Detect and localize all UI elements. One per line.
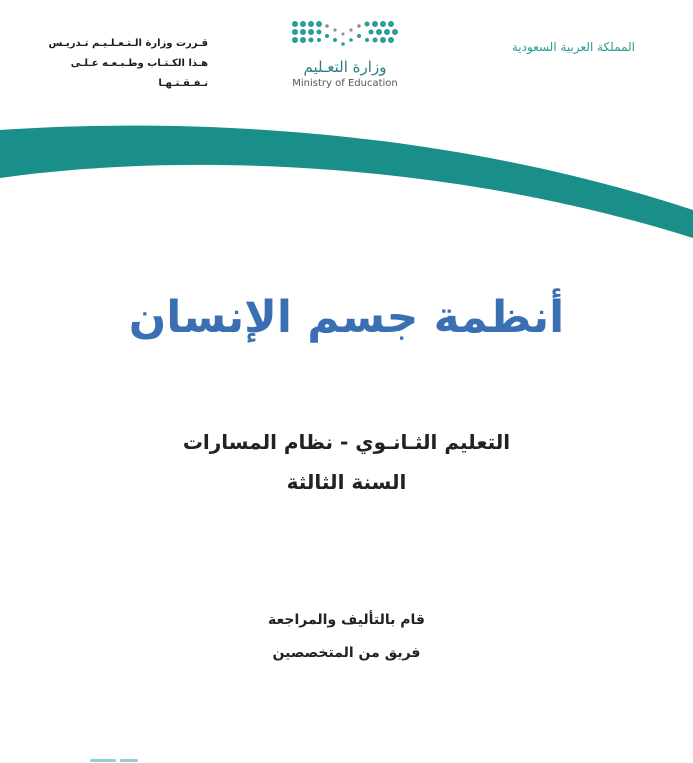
ministry-name-en: Ministry of Education bbox=[292, 78, 398, 89]
ministry-logo-icon bbox=[285, 14, 405, 54]
authors-team: فريق من المتخصصين bbox=[272, 645, 421, 661]
bottom-decoration bbox=[0, 757, 693, 763]
kingdom-label: المملكة العربية السعودية bbox=[511, 40, 635, 54]
approval-line-2: هـذا الكـتـاب وطـبـعـه عـلـى نـفـقـتـهـا bbox=[70, 58, 208, 89]
ministry-name-ar: وزارة التعـليم bbox=[303, 58, 387, 76]
teal-band bbox=[0, 100, 693, 240]
approval-line-1: قـررت وزارة الـتـعـلـيـم تـدريـس bbox=[48, 38, 208, 49]
approval-note bbox=[48, 34, 208, 94]
book-title: أنظمة جسم الإنسان bbox=[128, 292, 565, 343]
book-grade: السنة الثالثة bbox=[286, 470, 407, 494]
ministry-logo bbox=[250, 14, 440, 110]
authorship-credit: قام بالتأليف والمراجعة bbox=[268, 612, 425, 628]
book-subtitle: التعليم الثـانـوي - نظام المسارات bbox=[182, 430, 511, 454]
